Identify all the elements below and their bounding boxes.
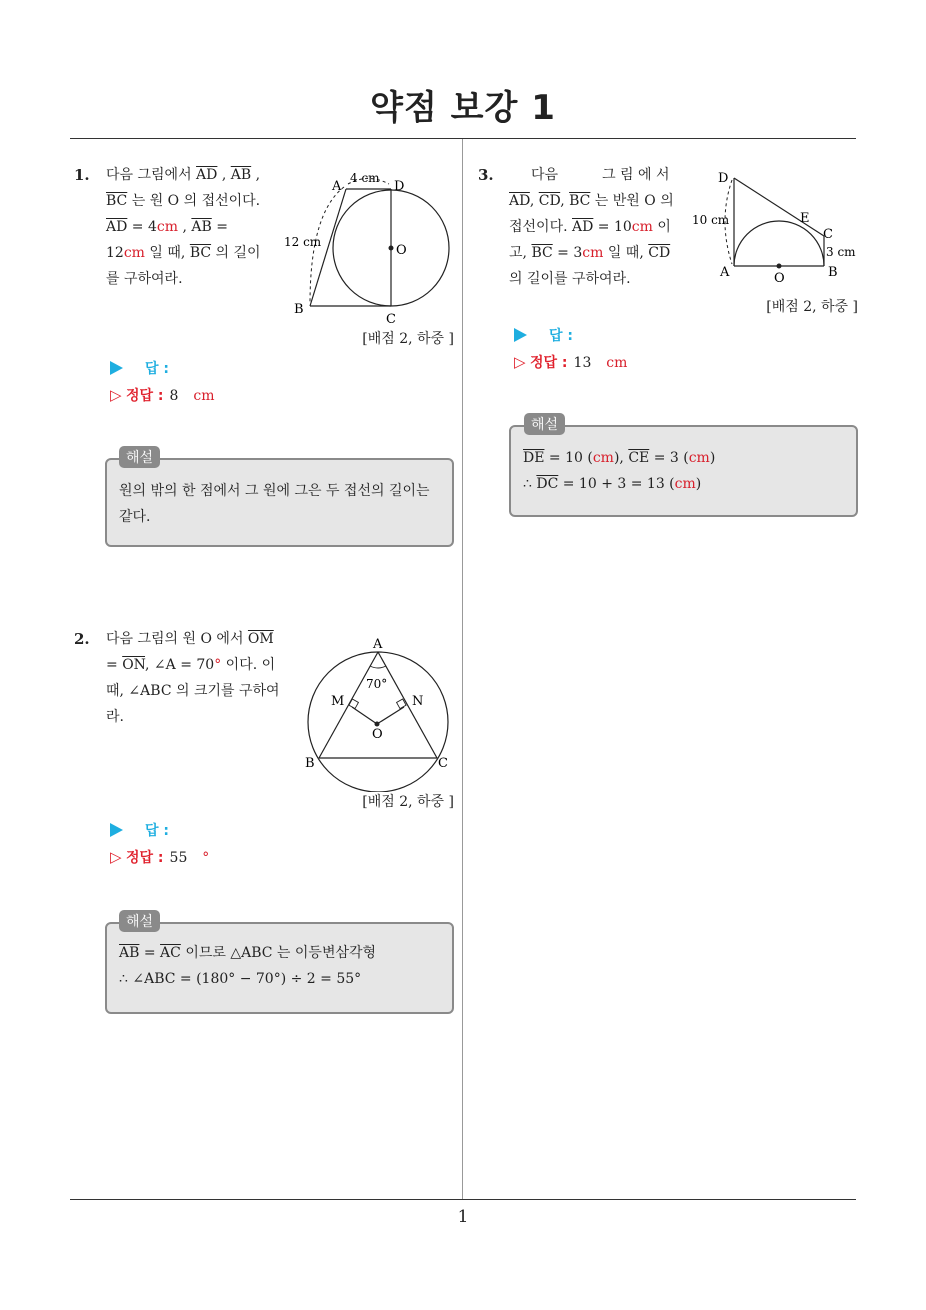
problem-3-correct-answer: ▷ 정답 : 13 cm bbox=[514, 353, 628, 371]
problem-1-correct-answer: ▷ 정답 : 8 cm bbox=[110, 386, 215, 404]
outline-triangle-icon: ▷ bbox=[110, 848, 122, 866]
problem-3-solution-tab: 해설 bbox=[524, 413, 565, 435]
problem-1-solution-box bbox=[105, 458, 454, 547]
label-b: B bbox=[305, 756, 315, 771]
label-ad: 4 cm bbox=[350, 171, 380, 185]
top-rule bbox=[70, 138, 856, 139]
problem-3-text: 다음 그 림 에 서 $\overline{AD}$, $\overline{CD}$, $\overline{BC}$ 는 반원 O 의 접선이다. $\overline{AD} = 10cm$ 이고, $\overline{BC} = 3cm$ 일 때, $\overline{CD}$ 의 길이를 구하여라. bbox=[509, 167, 674, 287]
label-ad: 10 cm bbox=[692, 213, 730, 227]
label-c: C bbox=[438, 756, 448, 771]
play-icon bbox=[110, 361, 123, 375]
problem-3-figure bbox=[688, 166, 860, 290]
page-number: 1 bbox=[457, 1207, 469, 1227]
problem-2-text: 다음 그림의 원 O 에서 $\overline{OM} = \overline{ON}$, ∠A = 70° 이다. 이 때, ∠ABC 의 크기를 구하여라. bbox=[106, 631, 280, 725]
problem-1-number: 1. bbox=[74, 166, 90, 184]
problem-1-solution-tab: 해설 bbox=[119, 446, 160, 468]
label-o: O bbox=[396, 243, 407, 258]
label-d: D bbox=[718, 171, 729, 186]
label-bc: 3 cm bbox=[826, 245, 856, 259]
problem-2-solution-tab: 해설 bbox=[119, 910, 160, 932]
problem-1-score: [배점 2, 하중 ] bbox=[362, 331, 454, 347]
bottom-rule bbox=[70, 1199, 856, 1200]
label-n: N bbox=[412, 694, 424, 709]
column-divider bbox=[462, 139, 463, 1200]
problem-2-solution-line1: $\overline{AB} = \overline{AC}$ 이므로 △ABC 는 이등변삼각형 bbox=[119, 945, 377, 961]
label-c: C bbox=[386, 312, 396, 326]
label-e: E bbox=[800, 211, 810, 226]
problem-3-score: [배점 2, 하중 ] bbox=[766, 299, 858, 315]
label-a: A bbox=[332, 179, 342, 194]
problem-3-answer-hint: 답 : bbox=[514, 325, 573, 345]
play-icon bbox=[110, 823, 123, 837]
label-d: D bbox=[394, 179, 405, 194]
label-o: O bbox=[372, 727, 383, 742]
label-b: B bbox=[294, 302, 304, 317]
label-a: A bbox=[720, 265, 730, 280]
label-o: O bbox=[774, 271, 785, 286]
problem-3-solution-box bbox=[509, 425, 858, 517]
label-ab: 12 cm bbox=[284, 235, 322, 249]
problem-1-answer-hint: 답 : bbox=[110, 358, 169, 378]
problem-2-number: 2. bbox=[74, 630, 90, 648]
outline-triangle-icon: ▷ bbox=[514, 353, 526, 371]
problem-2-answer-hint: 답 : bbox=[110, 820, 169, 840]
label-a: A bbox=[373, 637, 383, 652]
problem-1-figure bbox=[280, 168, 458, 326]
label-angle: 70° bbox=[366, 677, 388, 691]
problem-2-score: [배점 2, 하중 ] bbox=[362, 794, 454, 810]
problem-3-number: 3. bbox=[478, 166, 494, 184]
label-c: C bbox=[823, 227, 833, 242]
label-b: B bbox=[828, 265, 838, 280]
problem-2-figure bbox=[298, 632, 460, 792]
problem-3-solution-line1: $\overline{DE} = 10$ (cm), $\overline{CE} = 3$ (cm) bbox=[523, 450, 716, 466]
problem-2-correct-answer: ▷ 정답 : 55 ° bbox=[110, 848, 210, 866]
play-icon bbox=[514, 328, 527, 342]
page-title: 약점 보강 1 bbox=[370, 88, 556, 128]
outline-triangle-icon: ▷ bbox=[110, 386, 122, 404]
problem-2-solution-line2: ∴ ∠ABC = (180° − 70°) ÷ 2 = 55° bbox=[119, 971, 362, 987]
problem-3-solution-line2: ∴ $\overline{DC} = 10 + 3 = 13$ (cm) bbox=[523, 476, 702, 492]
problem-1-text: 다음 그림에서 $\overline{AD}$ , $\overline{AB}$ , $\overline{BC}$ 는 원 O 의 접선이다. $\overline{AD} = 4cm$ , $\overline{AB} = 12cm$ 일 때, $\overline{BC}$ 의 길이를 구하여라. bbox=[106, 167, 261, 287]
problem-2-solution-box bbox=[105, 922, 454, 1014]
problem-1-solution-text: 원의 밖의 한 점에서 그 원에 그은 두 접선의 길이는 같다. bbox=[119, 483, 430, 525]
label-m: M bbox=[331, 694, 345, 709]
